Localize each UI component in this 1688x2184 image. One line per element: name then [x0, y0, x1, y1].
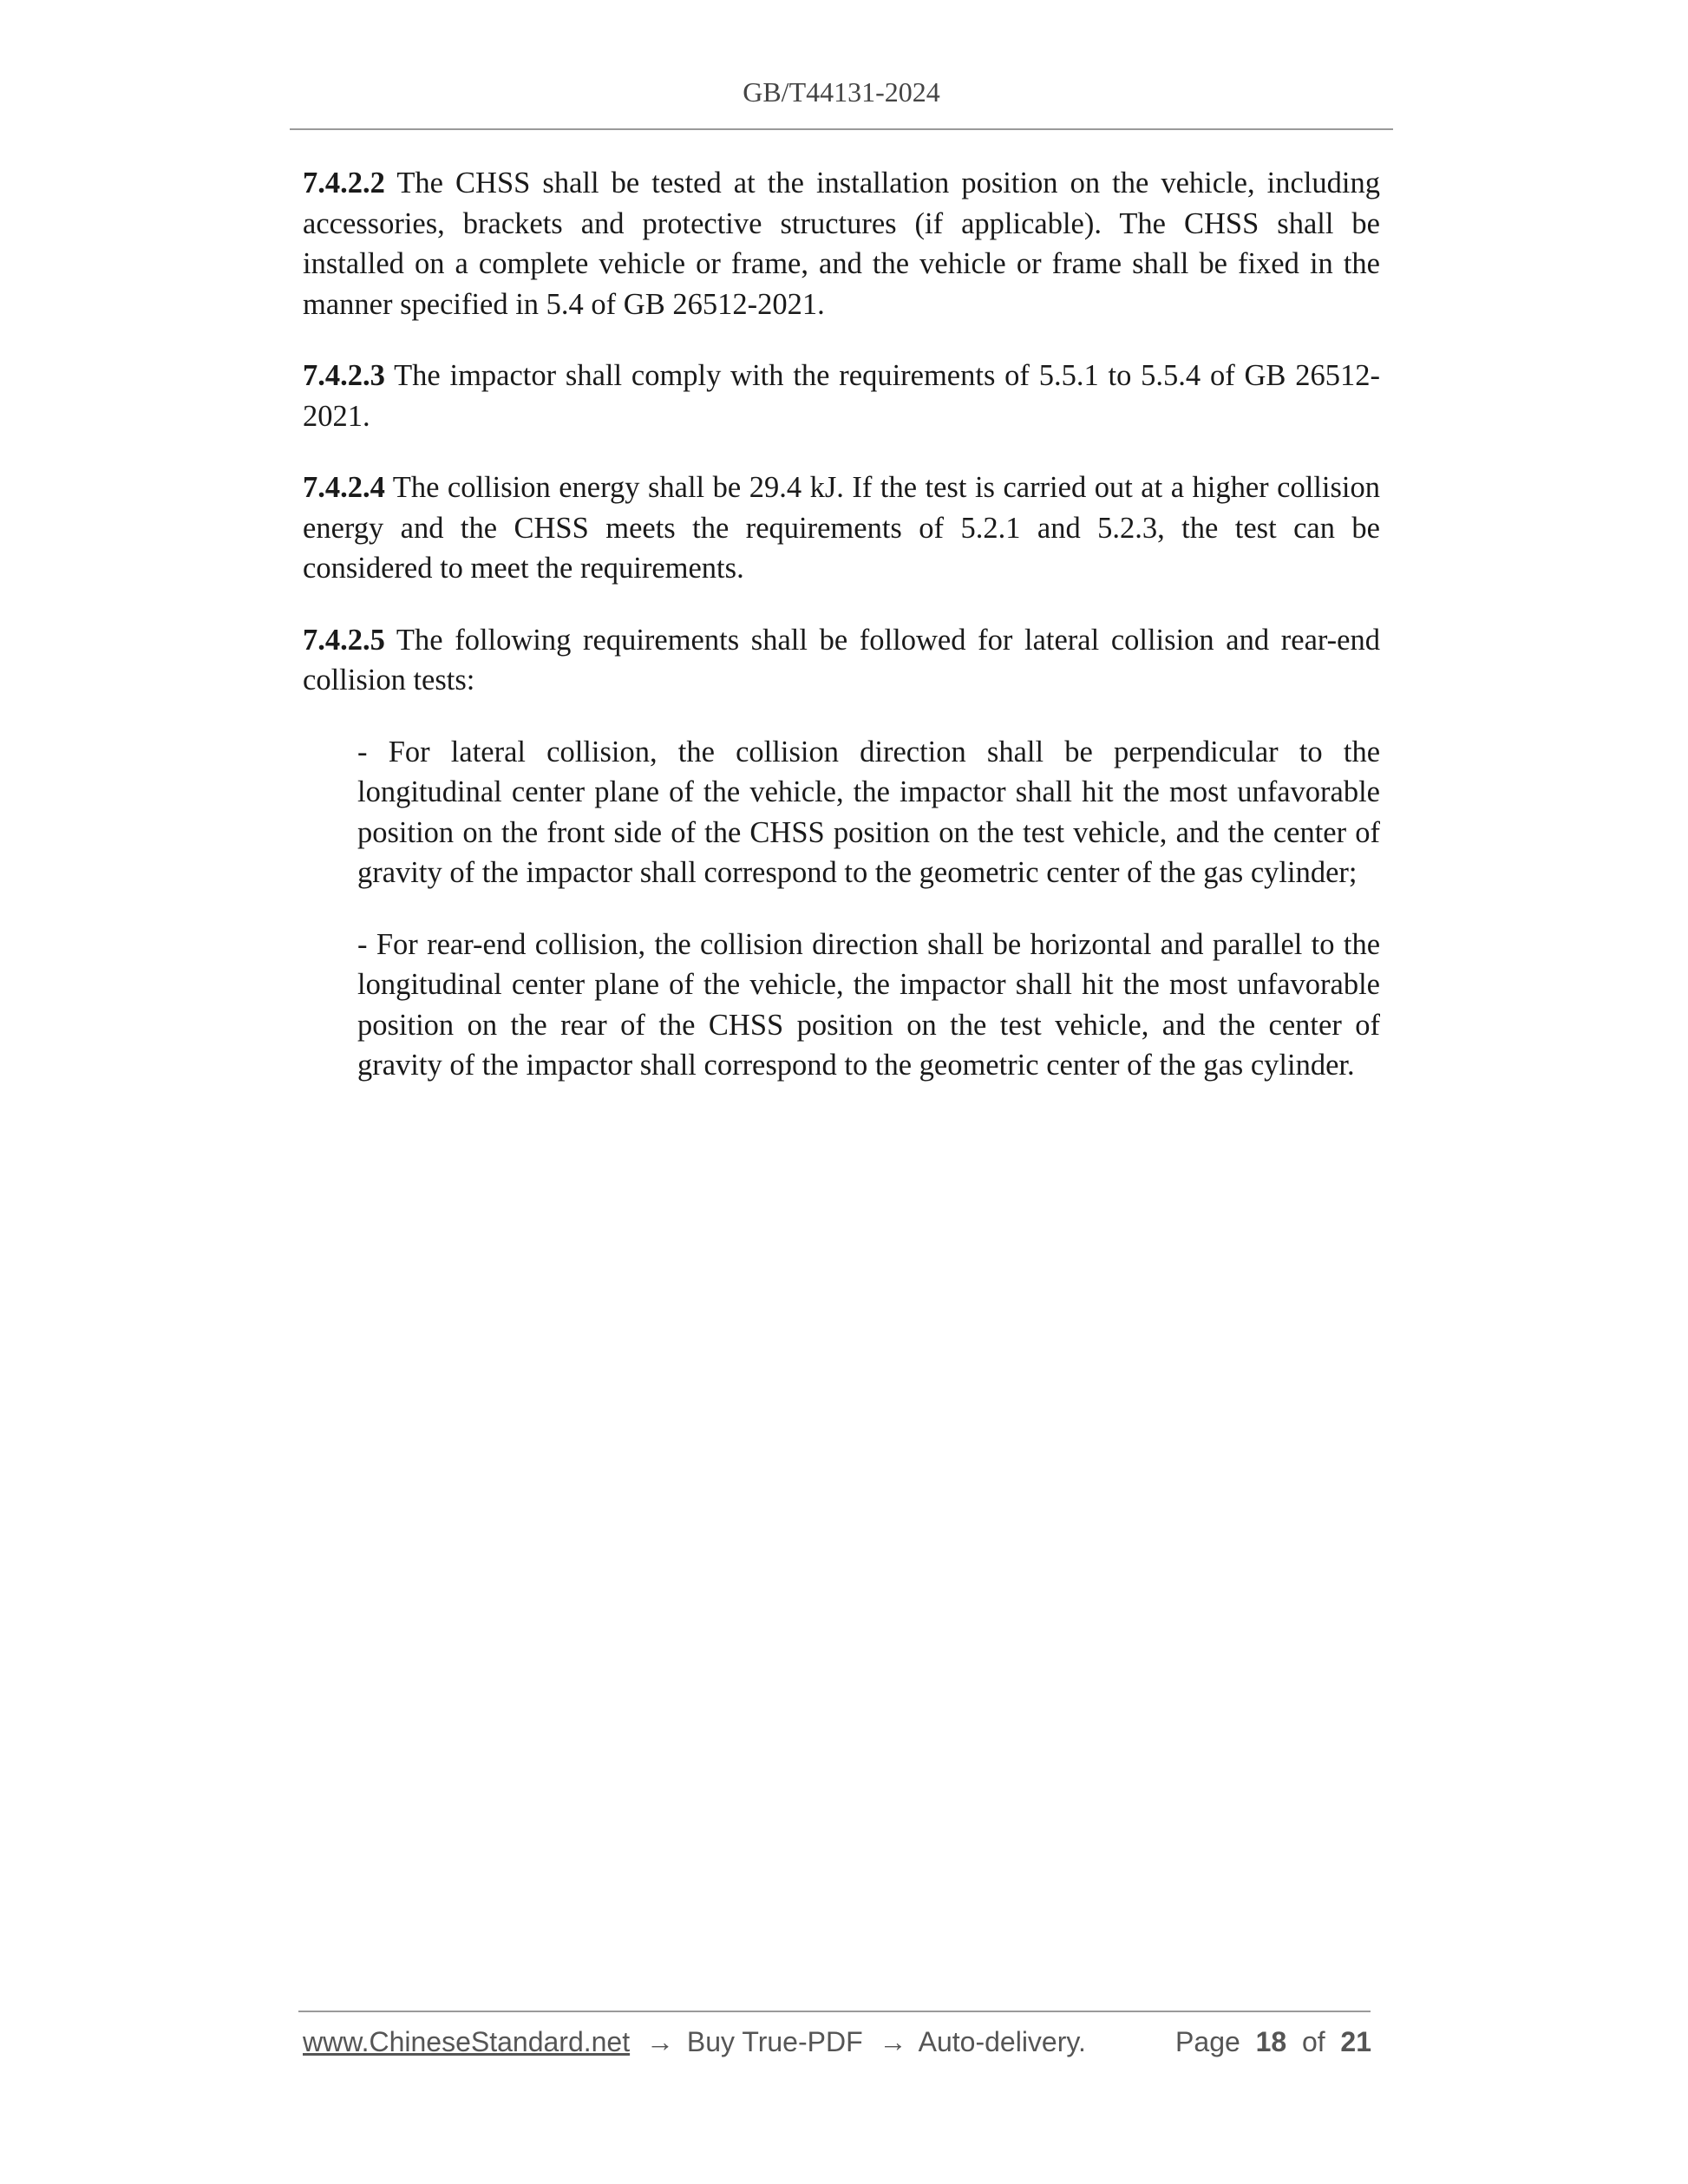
list-item-lateral-collision: [357, 732, 1380, 893]
page-label: Page: [1175, 2026, 1240, 2057]
clause-text: The collision energy shall be 29.4 kJ. If the test is carried out at a higher collision energy and the CHSS meets the requirements of 5.2.1 and 5.2.3, the test can be considered to meet the requirements.: [303, 471, 1380, 585]
current-page: 18: [1255, 2026, 1287, 2057]
clause-7-4-2-3: [303, 356, 1380, 436]
clause-number: 7.4.2.3: [303, 359, 385, 392]
document-id-header: GB/T44131-2024: [743, 76, 940, 108]
bullet-dash: -: [357, 927, 368, 961]
clause-number: 7.4.2.4: [303, 471, 385, 504]
clause-7-4-2-5: [303, 620, 1380, 701]
footer-divider: [298, 2011, 1371, 2012]
clause-7-4-2-2: [303, 163, 1380, 324]
auto-delivery-text: Auto-delivery.: [918, 2026, 1086, 2057]
website-link[interactable]: www.ChineseStandard.net: [303, 2026, 631, 2057]
total-pages: 21: [1340, 2026, 1371, 2057]
of-label: of: [1301, 2026, 1325, 2057]
page-number: [1175, 2026, 1371, 2058]
list-item-text: For lateral collision, the collision direction shall be perpendicular to the longitudinal center plane of the vehicle, the impactor shall hit the most unfavorable position on the front side of the CHSS position on the test vehicle, and the center of gravity of the impactor shall correspond to the geometric center of the gas cylinder;: [357, 735, 1381, 889]
list-item-rear-end-collision: [357, 925, 1380, 1086]
clause-text: The impactor shall comply with the requirements of 5.5.1 to 5.5.4 of GB 26512-2021.: [303, 359, 1380, 433]
clause-7-4-2-4: [303, 468, 1380, 589]
arrow-right-icon: →: [879, 2026, 907, 2057]
header-divider: [290, 128, 1393, 130]
buy-true-pdf-text: Buy True-PDF: [686, 2026, 863, 2057]
clause-number: 7.4.2.2: [303, 167, 385, 199]
clause-text: The CHSS shall be tested at the installation position on the vehicle, including accessories, brackets and protective structures (if applicable). The CHSS shall be installed on a complete vehicle or frame, and the vehicle or frame shall be fixed in the manner specified in 5.4 of GB 26512-2021.: [303, 167, 1380, 321]
footer-promo: [303, 2026, 1086, 2058]
bullet-dash: -: [357, 735, 368, 768]
arrow-right-icon: →: [646, 2026, 674, 2057]
list-item-text: For rear-end collision, the collision direction shall be horizontal and parallel to the longitudinal center plane of the vehicle, the impactor shall hit the most unfavorable position on the rear of the CHSS position on the test vehicle, and the center of gravity of the impactor shall correspond to the geometric center of the gas cylinder.: [357, 927, 1381, 1082]
clause-text: The following requirements shall be followed for lateral collision and rear-end collision tests:: [303, 623, 1380, 696]
page-footer: [303, 2026, 1371, 2070]
document-body: [303, 163, 1380, 1117]
clause-number: 7.4.2.5: [303, 623, 385, 657]
